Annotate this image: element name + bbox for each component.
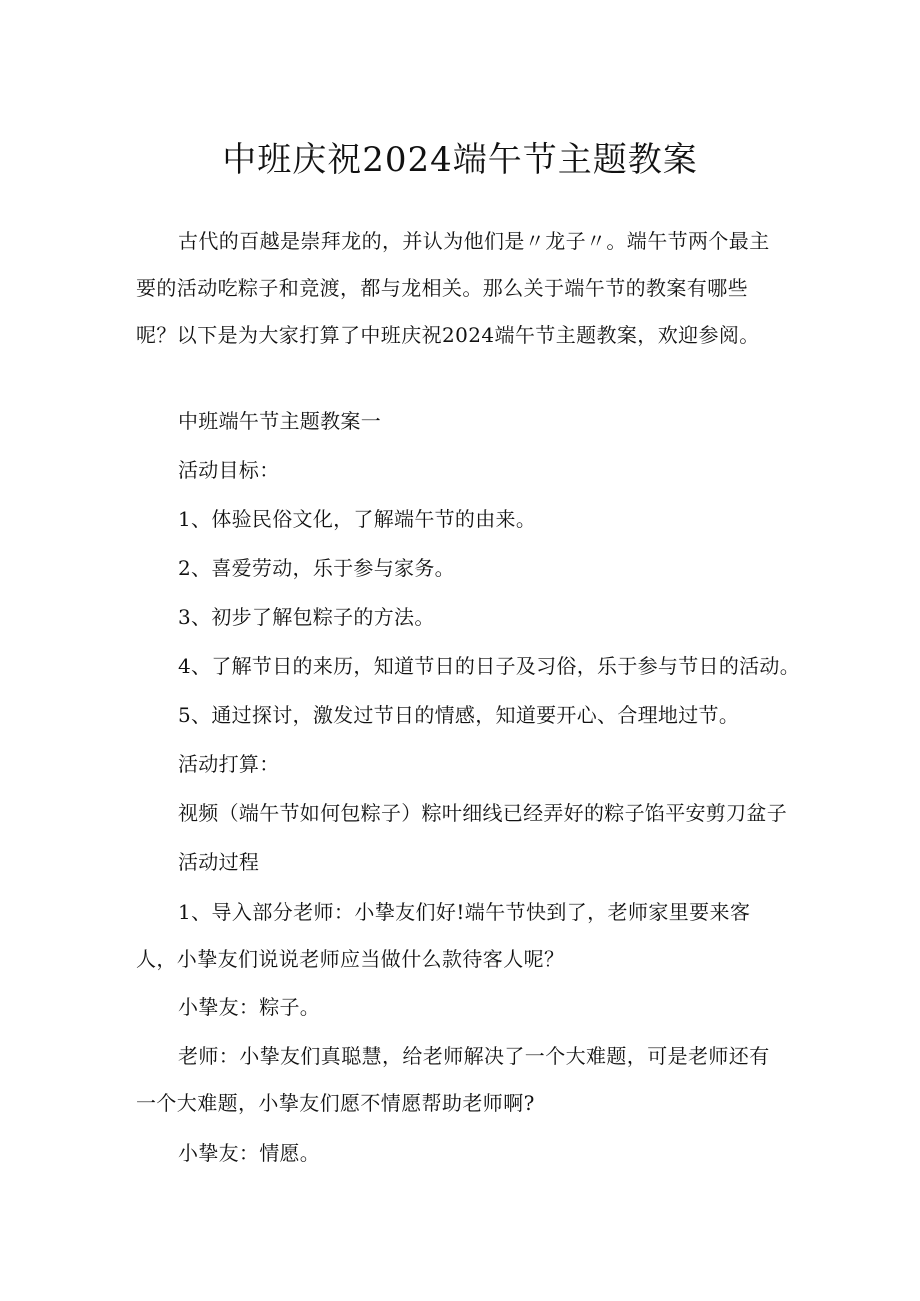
section-heading: 中班端午节主题教案一 [178, 409, 381, 433]
document-title: 中班庆祝2024端午节主题教案 [222, 140, 698, 180]
goal-item-1: 1、体验民俗文化，了解端午节的由来。 [178, 507, 537, 531]
intro-paragraph: 古代的百越是崇拜龙的，并认为他们是〃龙子〃。端午节两个最主要的活动吃粽子和竞渡，都与龙相关。那么关于端午节的教案有哪些呢？以下是为大家打算了中班庆祝2024端午节主题教案，欢迎参阅。 [136, 229, 770, 347]
reply-2: 小挚友：情愿。 [178, 1141, 321, 1165]
process-paragraph-1: 1、导入部分老师：小挚友们好!端午节快到了，老师家里要来客人，小挚友们说说老师应当做什么款待客人呢？ [136, 900, 751, 971]
goal-item-2: 2、喜爱劳动，乐于参与家务。 [178, 556, 455, 580]
goals-label: 活动目标： [178, 458, 280, 482]
prep-label: 活动打算： [178, 752, 280, 776]
goal-item-5: 5、通过探讨，激发过节日的情感，知道要开心、合理地过节。 [178, 703, 740, 727]
prep-text: 视频（端午节如何包粽子）粽叶细线已经弄好的粽子馅平安剪刀盆子 [178, 801, 787, 825]
goal-item-3: 3、初步了解包粽子的方法。 [178, 605, 435, 629]
process-label: 活动过程 [178, 850, 260, 874]
goal-item-4: 4、了解节日的来历，知道节日的日子及习俗，乐于参与节日的活动。 [178, 654, 801, 678]
reply-1: 小挚友：粽子。 [178, 995, 321, 1019]
process-paragraph-2: 老师：小挚友们真聪慧，给老师解决了一个大难题，可是老师还有一个大难题，小挚友们愿不情愿帮助老师啊? [136, 1044, 770, 1115]
